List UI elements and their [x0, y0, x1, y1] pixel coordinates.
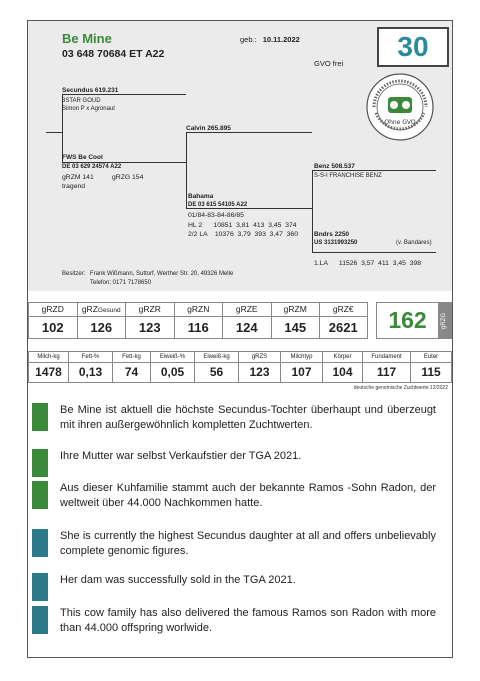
production-value: 123 [238, 363, 280, 383]
bullet-marker-icon [32, 606, 48, 634]
bullet-text: Ihre Mutter war selbst Verkaufstier der TGA 2021. [60, 450, 302, 462]
description-bullet [32, 529, 436, 559]
granddam-name: Bahama [188, 193, 214, 200]
production-value: 74 [112, 363, 150, 383]
bullet-marker-icon [32, 449, 48, 477]
cow-id: 03 648 70684 ET A22 [62, 48, 165, 60]
dam-name: FWS Be Cool [62, 154, 103, 161]
bullet-marker-icon [32, 573, 48, 601]
gvo-free-stamp-icon [364, 71, 436, 143]
production-header: Eiweiß-kg [194, 351, 238, 363]
dam-grzm: gRZM 141 [62, 174, 94, 181]
breeding-value-cell: 102 [28, 317, 77, 339]
breeding-value-cell: 2621 [319, 317, 368, 339]
lactation-record: 1.LA 11526 3,57 411 3,45 398 [314, 260, 422, 267]
dam-id: DE 03 629 24574 A22 [62, 164, 122, 170]
dam-note: tragend [62, 183, 86, 190]
dam-grzg: gRZG 154 [112, 174, 144, 181]
gdam-sire-id: US 3131993250 [314, 240, 358, 246]
gdam-sire-line [312, 252, 436, 253]
connector-line [312, 170, 313, 252]
bullet-text: Be Mine ist aktuell die höchste Secundus-Tochter überhaupt und überzeugt mit ihren außergewöhnlich kompletten Zuchtwerten. [60, 404, 436, 431]
production-header: Fett-kg [112, 351, 150, 363]
production-value: 0,05 [150, 363, 194, 383]
bullet-text: Her dam was successfully sold in the TGA 2021. [60, 574, 296, 586]
cow-card [27, 20, 453, 658]
production-header: Fundament [362, 351, 410, 363]
breeding-value-header: gRZM [271, 302, 320, 317]
breeding-value-cell: 116 [174, 317, 223, 339]
connector-line [46, 132, 62, 133]
breeding-values-table [28, 302, 368, 339]
production-value: 117 [362, 363, 410, 383]
total-merit-label: gRZG [438, 303, 451, 338]
description-bullet [32, 449, 436, 477]
breeding-value-header: gRZR [125, 302, 174, 317]
gvo-label: GVO frei [314, 59, 344, 68]
connector-line [186, 132, 187, 208]
bullet-text: Aus dieser Kuhfamilie stammt auch der bekannte Ramos -Sohn Radon, der weltweit über 44.000 Nachkommen hatte. [60, 482, 436, 509]
sire-line2: Simon P x Agronaut [62, 106, 115, 112]
bullet-marker-icon [32, 529, 48, 557]
table-footnote: deutsche genomische Zuchtwerte 12/2022 [353, 385, 448, 391]
production-values-table [28, 351, 452, 383]
production-header: gRZS [238, 351, 280, 363]
dam-sire-name: Benz 508.537 [314, 163, 355, 170]
production-header: Eiweiß-% [150, 351, 194, 363]
owner-info: Besitzer: Frank Wißmann, Suttorf, Werther Str. 20, 49326 Melle Telefon: 0171 7178650 [62, 271, 234, 286]
pedigree-header [28, 21, 452, 291]
production-header: Milchtyp [280, 351, 322, 363]
production-header: Milch-kg [28, 351, 68, 363]
production-value: 0,13 [68, 363, 112, 383]
granddam-scores: 01/84-83-84-86/85 [188, 212, 244, 219]
dam-sire-line [312, 170, 436, 171]
breeding-value-header: gRZ€ [319, 302, 368, 317]
breeding-value-header: gRZE [222, 302, 271, 317]
description-bullet [32, 573, 436, 601]
sire-name: Secundus 619.231 [62, 87, 119, 94]
catalog-number-badge: 30 [377, 27, 449, 67]
dam-sire-line: S-S-I FRANCHISE BENZ [314, 173, 382, 179]
bullet-marker-icon [32, 481, 48, 509]
paternal-gs-line [186, 132, 312, 133]
paternal-gs-name: Calvin 265.895 [186, 125, 231, 132]
production-header: Körper [322, 351, 362, 363]
gdam-sire-name: Bndrs 2250 [314, 231, 350, 238]
breeding-value-header: gRZD [28, 302, 77, 317]
production-value: 104 [322, 363, 362, 383]
granddam-id: DE 03 615 54105 A22 [188, 202, 248, 208]
production-value: 115 [410, 363, 452, 383]
bullet-text: She is currently the highest Secundus daughter at all and offers unbelievably complete genomic figures. [60, 530, 436, 557]
granddam-hl2: HL 2 10851 3,81 413 3,45 374 [188, 222, 297, 229]
description-bullet [32, 403, 436, 433]
production-header: Fett-% [68, 351, 112, 363]
granddam-la2: 2/2 LA 10376 3,79 393 3,47 360 [188, 231, 298, 238]
bullet-text: This cow family has also delivered the famous Ramos son Radon with more than 44.000 offspring worlwide. [60, 607, 436, 634]
description-bullet [32, 606, 436, 636]
production-value: 1478 [28, 363, 68, 383]
total-merit-box [376, 302, 452, 339]
breeding-value-header: gRZN [174, 302, 223, 317]
gdam-sire-note: (v. Bandares) [396, 240, 432, 246]
production-value: 107 [280, 363, 322, 383]
birth-date: geb.: 10.11.2022 [240, 35, 300, 44]
production-value: 56 [194, 363, 238, 383]
breeding-value-cell: 145 [271, 317, 320, 339]
breeding-value-cell: 126 [77, 317, 126, 339]
sire-line1: 3STAR GOUD [62, 98, 101, 104]
svg-text:Ohne GVO: Ohne GVO [384, 119, 416, 126]
breeding-value-cell: 124 [222, 317, 271, 339]
cow-name: Be Mine [62, 31, 112, 46]
bullet-marker-icon [32, 403, 48, 431]
breeding-value-cell: 123 [125, 317, 174, 339]
sire-line [62, 94, 186, 95]
production-header: Euter [410, 351, 452, 363]
breeding-value-header: gRZGesund [77, 302, 126, 317]
description-bullet [32, 481, 436, 511]
total-merit-value: 162 [388, 307, 427, 333]
